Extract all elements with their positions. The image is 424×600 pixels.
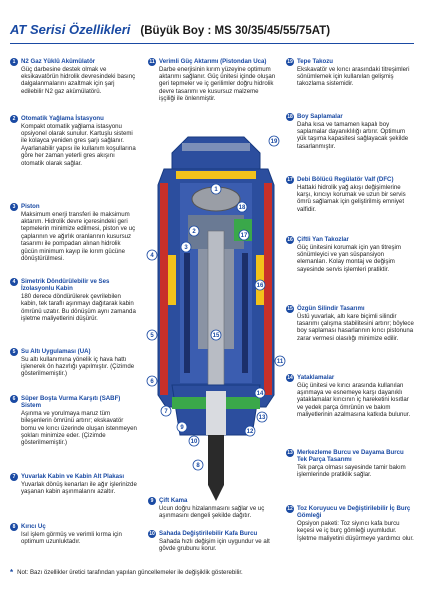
feature-8 xyxy=(10,523,138,545)
page-subtitle: (Büyük Boy : MS 30/35/45/55/75AT) xyxy=(140,25,331,37)
feature-number: 7 xyxy=(10,473,18,481)
marker-3: 3 xyxy=(184,245,188,251)
marker-19: 19 xyxy=(270,139,278,145)
marker-8: 8 xyxy=(196,463,200,469)
feature-number: 9 xyxy=(148,497,156,505)
marker-17: 17 xyxy=(240,233,248,239)
feature-title: Yataklamalar xyxy=(297,374,335,381)
chisel-tool xyxy=(208,435,224,501)
feature-number: 2 xyxy=(10,115,18,123)
marker-1: 1 xyxy=(214,187,218,193)
feature-title: Çiftli Yan Takozlar xyxy=(297,236,349,243)
footer-note xyxy=(10,568,243,577)
feature-text: Güç darbesine destek olmak ve eksikavatörün hidrolik devresindeki basınç dalgalanmalarını azaltmak için şarj edilebilir N2 gaz akümülatörü. xyxy=(21,65,136,95)
feature-14 xyxy=(286,374,414,419)
feature-title: Kırıcı Uç xyxy=(21,523,46,530)
feature-text: Ucun doğru hizalanmasını sağlar ve uç aşınmasını dengeli şekilde dağıtır. xyxy=(159,504,265,519)
feature-title: Simetrik Döndürülebilir ve Ses İzolasyonlu Kabin xyxy=(21,278,110,293)
bushing xyxy=(206,391,226,435)
feature-number: 3 xyxy=(10,203,18,211)
feature-number: 8 xyxy=(10,523,18,531)
feature-number: 13 xyxy=(287,449,293,456)
through-bolt-left xyxy=(184,253,190,373)
feature-number: 12 xyxy=(287,505,293,512)
feature-text: Güç ünitesi ve kırıcı arasında kullanılan aşınmaya ve esnemeye karşı dayanıklı yataklamalar kırıcının iç hareketini kısıtlar ve yedek parça ömrünün ve bakım maliyetlerinin azalmasına katkıda bulunur. xyxy=(297,381,411,419)
feature-number: 18 xyxy=(287,113,293,120)
feature-4 xyxy=(10,278,138,322)
feature-number: 6 xyxy=(10,395,18,403)
feature-number: 4 xyxy=(10,278,18,286)
feature-text: Hattaki hidrolik yağ akışı değişimlerine karşı, kırıcıyı korumak ve uzun bir servis ömrü sağlamak için geliştirilmiş emniyet valfidir. xyxy=(297,183,406,213)
marker-16: 16 xyxy=(256,283,264,289)
feature-5 xyxy=(10,348,138,378)
header-divider xyxy=(10,43,414,44)
top-damper xyxy=(176,171,256,179)
feature-11 xyxy=(148,58,276,103)
feature-title: Merkezleme Burcu ve Dayama Burcu Tek Parça Tasarımı xyxy=(297,449,404,464)
marker-10: 10 xyxy=(190,439,198,445)
through-bolt-right xyxy=(242,253,248,373)
feature-number: 10 xyxy=(149,530,155,537)
feature-title: N2 Gaz Yüklü Akümülatör xyxy=(21,58,96,65)
feature-title: Tepe Takozu xyxy=(297,58,334,65)
feature-text: Opsiyon paketi: Toz siyırıcı kafa burcu keçesi ve iç burç gömleği uyumludur. İşletme maliyetini düşürmeye yardımcı olur. xyxy=(297,519,414,542)
feature-10 xyxy=(148,530,276,552)
feature-19 xyxy=(286,58,414,88)
feature-7 xyxy=(10,473,138,495)
feature-text: Üstü yuvarlak, altı kare biçimli silindir tasarımı çalışma stabilitesini artırır; böylece boy saplaması hasarlarının kırıcı pistonuna zarar vermesi olasılığı minimize edilir. xyxy=(297,312,414,342)
feature-15 xyxy=(286,305,414,342)
bracket-pin xyxy=(182,143,250,151)
feature-12 xyxy=(286,505,414,542)
page-header xyxy=(10,22,330,42)
marker-13: 13 xyxy=(258,415,266,421)
feature-text: Yuvarlak dönüş kenarları ile ağır işlerinizde yaşanan kabin aşınmalarını azaltır. xyxy=(21,480,137,495)
feature-3 xyxy=(10,203,138,262)
marker-15: 15 xyxy=(212,333,220,339)
feature-text: Aşınma ve yorulmaya maruz tüm bileşenlerin ömrünü artırır; ekskavatör bomu ve kırıcı üzerinde oluşan istenmeyen şokları minimize eder. (Çizimde gösterilmemiştir.) xyxy=(21,409,137,447)
feature-text: Isıl işlem görmüş ve verimli kırma için optimum uzunluktadır. xyxy=(21,530,122,545)
footnote-mark: * xyxy=(10,568,14,577)
footnote-text: Not: Bazı özellikler üretici tarafından yapılan güncellemeler ile değişiklik gösterebilir. xyxy=(17,569,243,576)
feature-text: Kompakt otomatik yağlama istasyonu opsiyonel olarak sunulur. Kartuşlu sistemi ile kolayca yeniden gres şarjı sağlanır. Ayarlanabilir yapısı ile kullanım koşullarına göre her zaman yeterli gres akışını otomatik olarak sağlar. xyxy=(21,122,136,167)
piston xyxy=(208,231,224,391)
feature-title: Otomatik Yağlama İstasyonu xyxy=(21,115,104,122)
feature-17 xyxy=(286,176,414,213)
feature-text: Daha kısa ve tamamen kapalı boy saplamalar dayanıklılığı artırır. Optimum yük taşıma kapasitesi sağlayacak şekilde tasarlanmıştır. xyxy=(297,120,409,150)
feature-number: 5 xyxy=(10,348,18,356)
marker-6: 6 xyxy=(150,379,154,385)
feature-title: Çift Kama xyxy=(159,497,188,504)
feature-18 xyxy=(286,113,414,150)
feature-text: Tek parça olması sayesinde tamir bakım işlemlerinde pratiklik sağlar. xyxy=(297,463,406,479)
feature-title: Toz Koruyucu ve Değiştirilebilir İç Burç Gömleği xyxy=(297,505,411,520)
feature-text: Sahada hızlı değişim için uygundur ve alt gövde grubunu korur. xyxy=(159,537,270,552)
feature-title: Yuvarlak Kabin ve Kabin Alt Plakası xyxy=(21,473,125,480)
feature-number: 1 xyxy=(10,58,18,66)
marker-2: 2 xyxy=(192,229,196,235)
feature-number: 14 xyxy=(287,374,293,381)
top-bracket xyxy=(172,137,260,169)
feature-title: Su Altı Uygulaması (UA) xyxy=(21,348,91,355)
feature-13 xyxy=(286,449,414,479)
marker-11: 11 xyxy=(276,359,284,365)
marker-4: 4 xyxy=(150,253,154,259)
page-title: AT Serisi Özellikleri xyxy=(10,22,131,37)
feature-1 xyxy=(10,58,138,95)
feature-text: Maksimum enerji transferi ile maksimum aktarım. Hidrolik devre içeresindeki geri tepmelerin minimize edilmesi, piston ve uç çaplarının ve ağırlık oranlarının kusursuz tasarımı ile pompadan alınan hidrolik gücün minimum kayıp ile kırım gücüne dönüştürülmesi. xyxy=(21,210,136,262)
breaker-cutaway-illustration xyxy=(142,135,290,503)
marker-7: 7 xyxy=(164,409,168,415)
marker-14: 14 xyxy=(256,391,264,397)
feature-number: 15 xyxy=(287,305,293,312)
marker-18: 18 xyxy=(238,205,246,211)
feature-6 xyxy=(10,395,138,447)
marker-5: 5 xyxy=(150,333,154,339)
feature-text: Güç ünitesini korumak için yan titreşim sönümleyici ve yan süspansiyon elemanları. Kolay montaj ve değişim sayesinde servis işlemleri pratiktir. xyxy=(297,243,401,273)
marker-9: 9 xyxy=(180,425,184,431)
feature-title: Sahada Değiştirilebilir Kafa Burcu xyxy=(159,530,258,537)
feature-text: 180 derece döndürülerek çevrilebilen kabin, tek taraflı aşınmayı dağıtarak kabin ömrünü uzatır. Bu dönüşüm aynı zamanda işletme maliyetlerini düşürür. xyxy=(21,292,136,323)
feature-title: Verimli Güç Aktarımı (Pistondan Uca) xyxy=(159,58,267,65)
frame-right xyxy=(264,183,272,395)
feature-number: 19 xyxy=(287,58,293,65)
feature-text: Darbe enerjisinin kırım yüzeyine optimum aktarımı sağlanır. Güç ünitesi içinde oluşan geri tepmeler ve iç gerilimler doğru hidrolik devre tasarımı ve kusursuz malzeme işçiliği ile önlenmiştir. xyxy=(159,65,276,103)
feature-title: Debi Bölücü Regülatör Valf (DFC) xyxy=(297,176,394,183)
side-damper-left xyxy=(168,255,176,305)
feature-title: Süper Boşta Vurma Karşıtı (SABF) Sistem xyxy=(21,395,121,410)
feature-title: Özgün Silindir Tasarımı xyxy=(297,305,365,312)
feature-number: 17 xyxy=(287,176,293,183)
feature-title: Boy Saplamalar xyxy=(297,113,343,120)
feature-text: Ekskavatör ve kırıcı arasındaki titreşimleri sönümlemek için kullanılan gelişmiş takozlama sistemidir. xyxy=(297,65,410,88)
feature-text: Su altı kullanımına yönelik iç hava hattı işlenerek ön hazırlığı yapılmıştır. (Çizimde gösterilmemiştir.) xyxy=(21,355,135,378)
feature-16 xyxy=(286,236,414,273)
marker-12: 12 xyxy=(246,429,254,435)
feature-2 xyxy=(10,115,138,167)
frame-left xyxy=(160,183,168,395)
feature-number: 16 xyxy=(287,236,293,243)
feature-number: 11 xyxy=(149,58,155,65)
feature-title: Piston xyxy=(21,203,40,210)
